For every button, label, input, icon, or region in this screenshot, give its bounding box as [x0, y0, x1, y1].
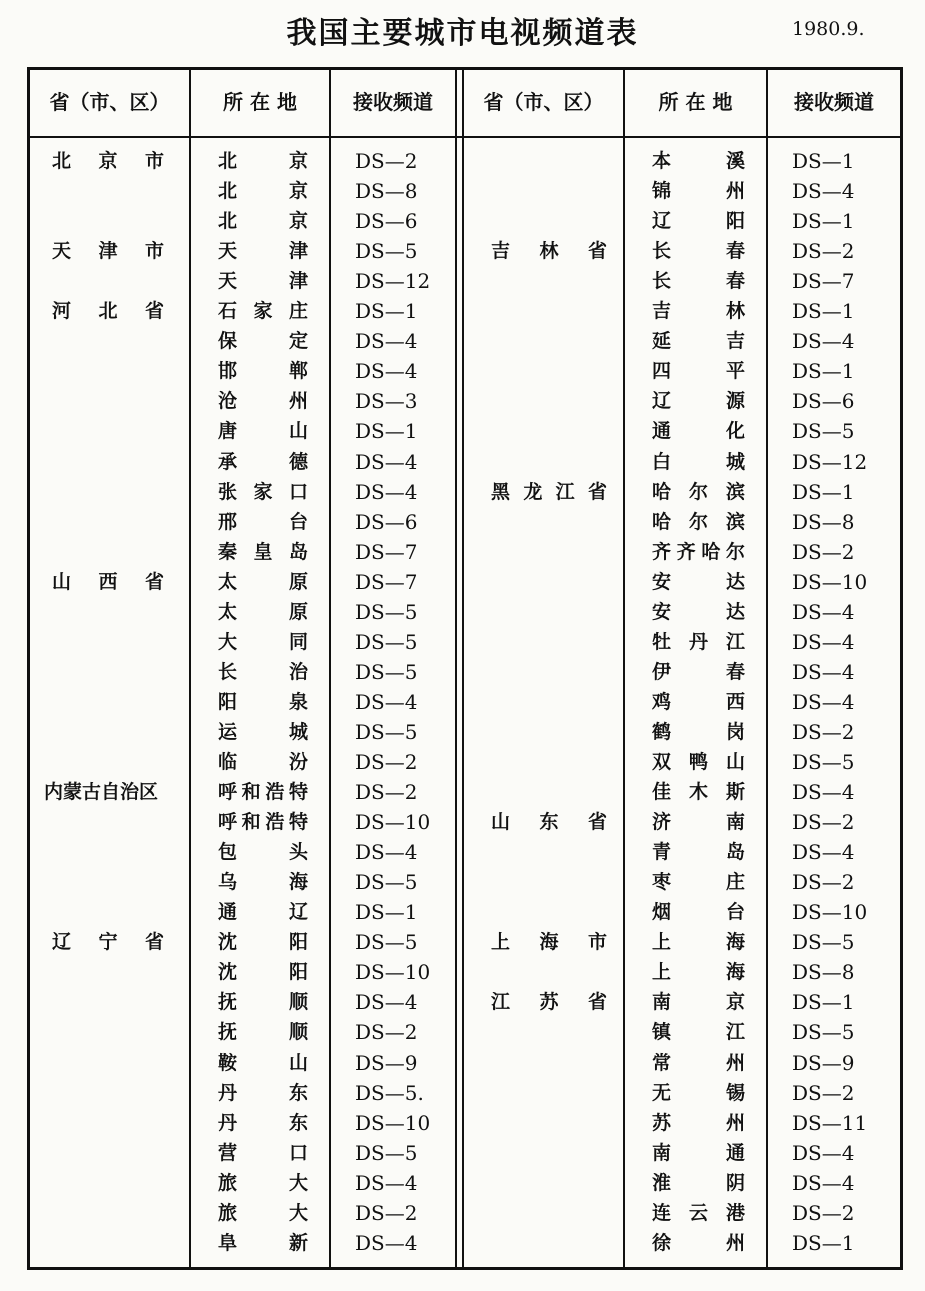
channel-cell: DS—7 — [355, 539, 418, 564]
province-cell — [491, 837, 607, 867]
location-cell: 鹤岗 — [652, 720, 745, 743]
location-cell: 呼和浩特 — [218, 781, 308, 804]
header-location-right: 所 在 地 — [658, 90, 733, 114]
location-cell: 长治 — [218, 660, 308, 683]
province-cell — [491, 777, 607, 807]
province-cell — [52, 477, 164, 507]
header-channel-right: 接收频道 — [794, 90, 874, 114]
province-cell — [491, 1198, 607, 1228]
channel-cell: DS—4 — [792, 1140, 855, 1165]
province-cell — [52, 897, 164, 927]
province-cell — [52, 326, 164, 356]
location-cell: 临汾 — [218, 751, 308, 773]
province-cell: 天津市 — [52, 240, 164, 263]
channel-cell: DS—4 — [792, 1170, 855, 1195]
channel-cell: DS—10 — [355, 960, 431, 985]
channel-cell: DS—1 — [792, 479, 855, 504]
channel-cell: DS—2 — [792, 1200, 855, 1225]
column-divider — [766, 67, 768, 1270]
province-cell — [52, 747, 164, 777]
province-cell — [52, 987, 164, 1017]
location-cell: 邢台 — [218, 510, 308, 533]
location-cell: 丹东 — [218, 1111, 308, 1134]
channel-cell: DS—4 — [792, 179, 855, 204]
location-cell: 太原 — [218, 570, 308, 593]
province-cell — [491, 176, 607, 206]
province-cell — [52, 1228, 164, 1258]
location-cell: 包头 — [218, 841, 308, 864]
location-cell: 安达 — [652, 600, 745, 623]
province-cell — [491, 1078, 607, 1108]
location-cell: 承德 — [218, 450, 308, 473]
location-cell: 保定 — [218, 330, 308, 353]
location-cell: 枣庄 — [652, 871, 745, 894]
province-cell — [52, 717, 164, 747]
province-cell: 上海市 — [491, 931, 607, 954]
province-cell — [491, 897, 607, 927]
province-cell — [52, 537, 164, 567]
date-label: 1980.9. — [792, 18, 865, 40]
channel-cell: DS—6 — [355, 509, 418, 534]
channel-cell: DS—8 — [355, 179, 418, 204]
channel-cell: DS—5 — [792, 419, 855, 444]
channel-cell: DS—4 — [355, 840, 418, 865]
location-cell: 安达 — [652, 570, 745, 593]
channel-cell: DS—1 — [792, 990, 855, 1015]
location-cell: 张家口 — [218, 480, 308, 503]
channel-cell: DS—10 — [792, 900, 868, 925]
channel-cell: DS—5 — [792, 1020, 855, 1045]
province-cell — [491, 717, 607, 747]
location-cell: 邯郸 — [218, 360, 308, 383]
channel-cell: DS—2 — [792, 810, 855, 835]
channel-cell: DS—10 — [355, 1110, 431, 1135]
province-cell — [52, 1168, 164, 1198]
province-cell — [491, 1108, 607, 1138]
province-cell — [52, 807, 164, 837]
location-cell: 通化 — [652, 420, 745, 443]
location-cell: 运城 — [218, 720, 308, 743]
channel-cell: DS—7 — [355, 569, 418, 594]
channel-cell: DS—5. — [355, 1080, 424, 1105]
province-cell — [491, 507, 607, 537]
location-cell: 鞍山 — [218, 1051, 308, 1074]
province-cell — [491, 867, 607, 897]
province-cell — [52, 176, 164, 206]
province-cell: 河北省 — [52, 300, 164, 323]
province-cell — [52, 627, 164, 657]
location-cell: 乌海 — [218, 871, 308, 894]
province-cell — [491, 1168, 607, 1198]
province-cell — [52, 266, 164, 296]
location-cell: 双鸭山 — [652, 751, 745, 773]
channel-cell: DS—4 — [792, 689, 855, 714]
channel-cell: DS—6 — [355, 209, 418, 234]
channel-cell: DS—4 — [792, 780, 855, 805]
channel-cell: DS—5 — [355, 659, 418, 684]
channel-cell: DS—9 — [355, 1050, 418, 1075]
location-cell: 沧州 — [218, 390, 308, 413]
channel-cell: DS—4 — [355, 1170, 418, 1195]
province-cell — [52, 447, 164, 477]
channel-cell: DS—2 — [792, 239, 855, 264]
location-cell: 沈阳 — [218, 961, 308, 984]
location-cell: 北京 — [218, 150, 308, 172]
location-cell: 旅大 — [218, 1201, 308, 1224]
header-province-right: 省（市、区） — [483, 90, 604, 114]
province-cell — [52, 206, 164, 236]
channel-cell: DS—2 — [792, 719, 855, 744]
location-cell: 齐齐哈尔 — [652, 540, 745, 563]
channel-cell: DS—9 — [792, 1050, 855, 1075]
channel-cell: DS—2 — [355, 780, 418, 805]
location-cell: 长春 — [652, 270, 745, 293]
location-cell: 牡丹江 — [652, 630, 745, 653]
location-cell: 白城 — [652, 450, 745, 473]
channel-cell: DS—4 — [792, 840, 855, 865]
province-cell — [52, 1108, 164, 1138]
province-cell: 内蒙古自治区 — [44, 781, 159, 804]
province-cell — [491, 687, 607, 717]
location-cell: 四平 — [652, 360, 745, 383]
province-cell — [491, 1017, 607, 1047]
province-cell — [491, 1048, 607, 1078]
province-cell — [491, 206, 607, 236]
location-cell: 苏州 — [652, 1111, 745, 1134]
channel-cell: DS—1 — [792, 359, 855, 384]
column-divider — [329, 67, 331, 1270]
province-cell: 黑龙江省 — [491, 480, 607, 503]
location-cell: 阜新 — [218, 1231, 308, 1254]
channel-cell: DS—5 — [355, 629, 418, 654]
channel-cell: DS—12 — [355, 269, 431, 294]
province-cell — [491, 537, 607, 567]
province-cell: 山西省 — [52, 570, 164, 593]
province-cell — [491, 657, 607, 687]
location-cell: 阳泉 — [218, 690, 308, 713]
province-cell: 北京市 — [52, 150, 164, 172]
location-cell: 北京 — [218, 180, 308, 203]
province-cell — [491, 957, 607, 987]
province-cell — [52, 416, 164, 446]
province-cell — [52, 507, 164, 537]
channel-cell: DS—4 — [792, 599, 855, 624]
province-cell — [491, 447, 607, 477]
channel-cell: DS—3 — [355, 389, 418, 414]
channel-cell: DS—1 — [792, 299, 855, 324]
location-cell: 哈尔滨 — [652, 510, 745, 533]
channel-cell: DS—6 — [792, 389, 855, 414]
channel-cell: DS—5 — [355, 1140, 418, 1165]
province-cell — [52, 867, 164, 897]
location-cell: 石家庄 — [218, 300, 308, 323]
channel-cell: DS—2 — [792, 1080, 855, 1105]
channel-cell: DS—5 — [355, 239, 418, 264]
channel-cell: DS—2 — [792, 539, 855, 564]
channel-cell: DS—2 — [792, 870, 855, 895]
channel-cell: DS—12 — [792, 449, 868, 474]
location-cell: 辽源 — [652, 390, 745, 413]
header-channel-left: 接收频道 — [353, 90, 433, 114]
channel-cell: DS—2 — [355, 1020, 418, 1045]
location-cell: 呼和浩特 — [218, 811, 308, 834]
location-cell: 旅大 — [218, 1171, 308, 1194]
channel-cell: DS—8 — [792, 509, 855, 534]
province-cell — [52, 1198, 164, 1228]
column-divider — [189, 67, 191, 1270]
location-cell: 无锡 — [652, 1081, 745, 1104]
location-cell: 上海 — [652, 931, 745, 954]
location-cell: 太原 — [218, 600, 308, 623]
page-title: 我国主要城市电视频道表 — [286, 16, 639, 51]
location-cell: 佳木斯 — [652, 781, 745, 804]
channel-cell: DS—4 — [355, 449, 418, 474]
province-cell: 吉林省 — [491, 240, 607, 263]
province-cell — [491, 266, 607, 296]
channel-cell: DS—4 — [355, 689, 418, 714]
column-divider — [623, 67, 625, 1270]
channel-cell: DS—7 — [792, 269, 855, 294]
channel-cell: DS—1 — [792, 149, 855, 173]
location-cell: 常州 — [652, 1051, 745, 1074]
province-cell — [52, 657, 164, 687]
location-cell: 连云港 — [652, 1201, 745, 1224]
location-cell: 抚顺 — [218, 1021, 308, 1044]
location-cell: 吉林 — [652, 300, 745, 323]
location-cell: 营口 — [218, 1141, 308, 1164]
channel-cell: DS—1 — [355, 299, 418, 324]
header-rule — [27, 136, 903, 138]
channel-cell: DS—4 — [792, 659, 855, 684]
center-divider — [462, 67, 464, 1270]
location-cell: 锦州 — [652, 180, 745, 203]
province-cell — [52, 957, 164, 987]
province-cell — [52, 1048, 164, 1078]
province-cell — [52, 837, 164, 867]
location-cell: 辽阳 — [652, 210, 745, 233]
location-cell: 抚顺 — [218, 991, 308, 1014]
center-divider — [455, 67, 457, 1270]
location-cell: 徐州 — [652, 1231, 745, 1254]
channel-cell: DS—1 — [355, 900, 418, 925]
location-cell: 南通 — [652, 1141, 745, 1164]
channel-cell: DS—1 — [792, 1230, 855, 1255]
province-cell — [52, 1078, 164, 1108]
location-cell: 鸡西 — [652, 690, 745, 713]
channel-cell: DS—1 — [792, 209, 855, 234]
location-cell: 镇江 — [652, 1021, 745, 1044]
channel-cell: DS—4 — [792, 629, 855, 654]
location-cell: 通辽 — [218, 901, 308, 924]
channel-cell: DS—5 — [792, 930, 855, 955]
channel-cell: DS—10 — [355, 810, 431, 835]
channel-cell: DS—2 — [355, 750, 418, 774]
province-cell — [491, 326, 607, 356]
channel-cell: DS—5 — [355, 930, 418, 955]
province-cell — [52, 597, 164, 627]
province-cell — [491, 627, 607, 657]
province-cell — [52, 1138, 164, 1168]
location-cell: 长春 — [652, 240, 745, 263]
province-cell — [52, 356, 164, 386]
province-cell — [52, 1017, 164, 1047]
header-location-left: 所 在 地 — [223, 90, 297, 114]
channel-cell: DS—8 — [792, 960, 855, 985]
province-cell — [491, 146, 607, 176]
channel-cell: DS—4 — [355, 1230, 418, 1255]
province-cell — [491, 356, 607, 386]
channel-cell: DS—5 — [355, 870, 418, 895]
province-cell — [491, 597, 607, 627]
channel-cell: DS—4 — [792, 329, 855, 354]
location-cell: 唐山 — [218, 420, 308, 443]
province-cell — [491, 1228, 607, 1258]
channel-cell: DS—4 — [355, 479, 418, 504]
location-cell: 天津 — [218, 270, 308, 293]
location-cell: 丹东 — [218, 1081, 308, 1104]
channel-cell: DS—4 — [355, 990, 418, 1015]
province-cell — [491, 747, 607, 777]
location-cell: 天津 — [218, 240, 308, 263]
location-cell: 沈阳 — [218, 931, 308, 954]
location-cell: 北京 — [218, 210, 308, 233]
location-cell: 烟台 — [652, 901, 745, 924]
province-cell — [491, 416, 607, 446]
province-cell — [52, 386, 164, 416]
header-province-left: 省（市、区） — [49, 90, 170, 114]
location-cell: 秦皇岛 — [218, 540, 308, 563]
location-cell: 大同 — [218, 630, 308, 653]
location-cell: 上海 — [652, 961, 745, 984]
location-cell: 青岛 — [652, 841, 745, 864]
province-cell — [52, 687, 164, 717]
channel-cell: DS—2 — [355, 149, 418, 173]
province-cell: 辽宁省 — [52, 931, 164, 954]
channel-cell: DS—1 — [355, 419, 418, 444]
location-cell: 伊春 — [652, 660, 745, 683]
province-cell: 山东省 — [491, 811, 607, 834]
location-cell: 延吉 — [652, 330, 745, 353]
channel-cell: DS—5 — [355, 599, 418, 624]
province-cell: 江苏省 — [491, 991, 607, 1014]
channel-cell: DS—11 — [792, 1110, 868, 1135]
channel-cell: DS—10 — [792, 569, 868, 594]
channel-cell: DS—5 — [792, 750, 855, 774]
location-cell: 本溪 — [652, 150, 745, 172]
province-cell — [491, 296, 607, 326]
province-cell — [491, 1138, 607, 1168]
province-cell — [491, 567, 607, 597]
location-cell: 淮阴 — [652, 1171, 745, 1194]
channel-cell: DS—5 — [355, 719, 418, 744]
location-cell: 哈尔滨 — [652, 480, 745, 503]
channel-cell: DS—4 — [355, 359, 418, 384]
channel-cell: DS—4 — [355, 329, 418, 354]
province-cell — [491, 386, 607, 416]
channel-cell: DS—2 — [355, 1200, 418, 1225]
location-cell: 南京 — [652, 991, 745, 1014]
location-cell: 济南 — [652, 811, 745, 834]
